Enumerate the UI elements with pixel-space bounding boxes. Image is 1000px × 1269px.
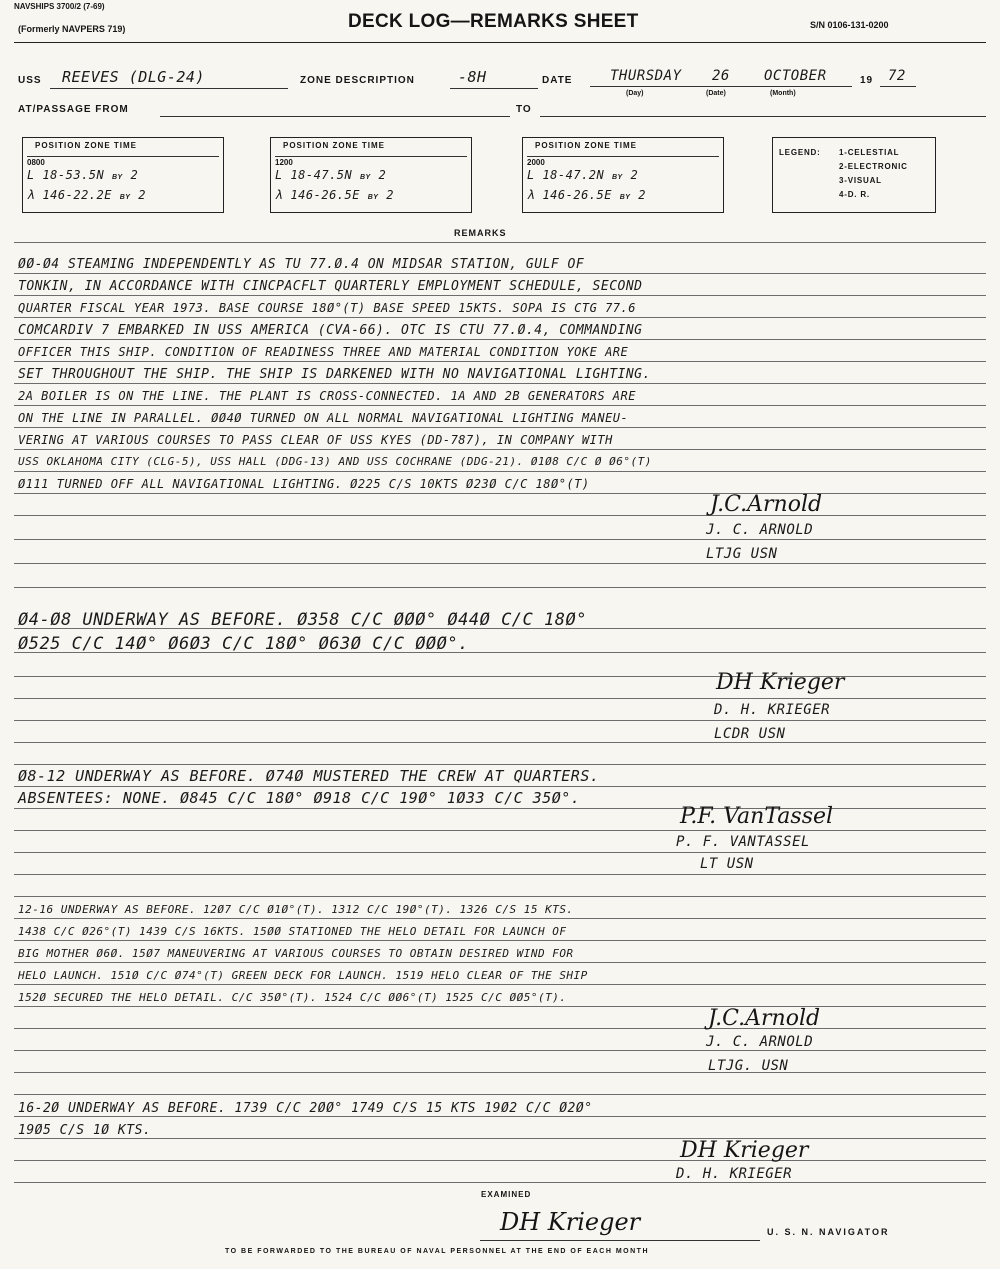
position-header: POSITION ZONE TIME xyxy=(35,141,138,150)
month-caption: (Month) xyxy=(770,90,796,97)
signature-rank: LTJG USN xyxy=(706,546,778,562)
forward-note: TO BE FORWARDED TO THE BUREAU OF NAVAL PERSONNEL AT THE END OF EACH MONTH xyxy=(225,1248,649,1255)
longitude-row: λ 146-26.5E BY 2 xyxy=(527,188,646,202)
legend-item: 3-VISUAL xyxy=(839,176,882,185)
entry-line: 2A BOILER IS ON THE LINE. THE PLANT IS CROSS-CONNECTED. 1A AND 2B GENERATORS ARE xyxy=(18,389,636,403)
entry-line: SET THROUGHOUT THE SHIP. THE SHIP IS DARKENED WITH NO NAVIGATIONAL LIGHTING. xyxy=(18,367,651,382)
entry-line: 16-2Ø UNDERWAY AS BEFORE. 1739 C/C 2ØØ° 1749 C/S 15 KTS 19Ø2 C/C Ø2Ø° xyxy=(18,1101,593,1116)
year-line xyxy=(880,86,916,87)
signature-rank: LT USN xyxy=(700,856,754,872)
form-number: NAVSHIPS 3700/2 (7-69) xyxy=(14,2,105,11)
latitude-row: L 18-47.5N BY 2 xyxy=(275,168,387,182)
signature-rank: LCDR USN xyxy=(714,726,786,742)
entry-line: ØØ-Ø4 STEAMING INDEPENDENTLY AS TU 77.Ø.4 ON MIDSAR STATION, GULF OF xyxy=(18,257,585,272)
entry-line: Ø111 TURNED OFF ALL NAVIGATIONAL LIGHTING. Ø225 C/S 10KTS Ø23Ø C/C 18Ø°(T) xyxy=(18,477,590,491)
handwritten-signature: DH Krieger xyxy=(680,1138,809,1163)
day-caption: (Day) xyxy=(626,90,644,97)
handwritten-signature: J.C.Arnold xyxy=(708,1006,821,1031)
entry-line: TONKIN, IN ACCORDANCE WITH CINCPACFLT QUARTERLY EMPLOYMENT SCHEDULE, SECOND xyxy=(18,279,643,294)
signature-name: D. H. KRIEGER xyxy=(676,1166,793,1182)
position-box-2000 xyxy=(522,137,724,213)
remarks-header: REMARKS xyxy=(454,228,507,238)
signature-name: P. F. VANTASSEL xyxy=(676,834,810,850)
month-value: OCTOBER xyxy=(764,68,827,84)
uss-value: REEVES (DLG-24) xyxy=(62,68,205,86)
date-caption: (Date) xyxy=(706,90,726,97)
position-time: 1200 xyxy=(275,158,293,167)
latitude-row: L 18-53.5N BY 2 xyxy=(27,168,139,182)
entry-line: 152Ø SECURED THE HELO DETAIL. C/C 35Ø°(T). 1524 C/C ØØ6°(T) 1525 C/C ØØ5°(T). xyxy=(18,991,567,1004)
navigator-line xyxy=(480,1240,760,1241)
legend-item: 2-ELECTRONIC xyxy=(839,162,908,171)
position-header: POSITION ZONE TIME xyxy=(283,141,386,150)
legend-item: 1-CELESTIAL xyxy=(839,148,900,157)
examined-label: EXAMINED xyxy=(481,1190,532,1199)
uss-label: USS xyxy=(18,75,42,86)
entry-line: 12-16 UNDERWAY AS BEFORE. 12Ø7 C/C Ø1Ø°(T). 1312 C/C 19Ø°(T). 1326 C/S 15 KTS. xyxy=(18,903,574,916)
entry-line: Ø8-12 UNDERWAY AS BEFORE. Ø74Ø MUSTERED THE CREW AT QUARTERS. xyxy=(18,767,600,785)
zone-label: ZONE DESCRIPTION xyxy=(300,75,415,86)
entry-line: Ø525 C/C 14Ø° Ø6Ø3 C/C 18Ø° Ø63Ø C/C ØØØ°. xyxy=(18,634,469,654)
handwritten-signature: P.F. VanTassel xyxy=(680,804,834,829)
uss-line xyxy=(50,88,288,89)
position-box-1200 xyxy=(270,137,472,213)
position-time: 2000 xyxy=(527,158,545,167)
navigator-label: U. S. N. NAVIGATOR xyxy=(767,1227,890,1237)
date-line xyxy=(590,86,852,87)
entry-line: QUARTER FISCAL YEAR 1973. BASE COURSE 18Ø°(T) BASE SPEED 15KTS. SOPA IS CTG 77.6 xyxy=(18,301,636,315)
zone-line xyxy=(450,88,538,89)
entry-line: USS OKLAHOMA CITY (CLG-5), USS HALL (DDG-13) AND USS COCHRANE (DDG-21). Ø1Ø8 C/C Ø Ø6°(T) xyxy=(18,455,652,468)
to-label: TO xyxy=(516,104,532,115)
legend-title: LEGEND: xyxy=(779,148,821,157)
year-value: 72 xyxy=(888,68,906,84)
entry-line: ABSENTEES: NONE. Ø845 C/C 18Ø° Ø918 C/C 19Ø° 1Ø33 C/C 35Ø°. xyxy=(18,789,581,807)
signature-rank: LTJG. USN xyxy=(708,1058,789,1074)
position-box-0800 xyxy=(22,137,224,213)
position-time: 0800 xyxy=(27,158,45,167)
passage-line xyxy=(160,116,510,117)
latitude-row: L 18-47.2N BY 2 xyxy=(527,168,639,182)
passage-label: AT/PASSAGE FROM xyxy=(18,104,129,115)
entry-line: 19Ø5 C/S 1Ø KTS. xyxy=(18,1123,152,1138)
entry-line: COMCARDIV 7 EMBARKED IN USS AMERICA (CVA-66). OTC IS CTU 77.Ø.4, COMMANDING xyxy=(18,323,643,338)
entry-line: VERING AT VARIOUS COURSES TO PASS CLEAR OF USS KYES (DD-787), IN COMPANY WITH xyxy=(18,433,613,447)
legend-box xyxy=(772,137,936,213)
entry-line: ON THE LINE IN PARALLEL. ØØ4Ø TURNED ON ALL NORMAL NAVIGATIONAL LIGHTING MANEU- xyxy=(18,411,629,425)
longitude-row: λ 146-26.5E BY 2 xyxy=(275,188,394,202)
entry-line: 1438 C/C Ø26°(T) 1439 C/S 16KTS. 15ØØ STATIONED THE HELO DETAIL FOR LAUNCH OF xyxy=(18,925,567,938)
serial-number: S/N 0106-131-0200 xyxy=(810,20,889,30)
zone-value: -8H xyxy=(458,68,487,86)
position-header: POSITION ZONE TIME xyxy=(535,141,638,150)
longitude-row: λ 146-22.2E BY 2 xyxy=(27,188,146,202)
signature-name: D. H. KRIEGER xyxy=(714,702,831,718)
entry-line: OFFICER THIS SHIP. CONDITION OF READINESS THREE AND MATERIAL CONDITION YOKE ARE xyxy=(18,345,629,359)
to-line xyxy=(540,116,986,117)
signature-name: J. C. ARNOLD xyxy=(706,522,814,538)
entry-line: Ø4-Ø8 UNDERWAY AS BEFORE. Ø358 C/C ØØØ° Ø44Ø C/C 18Ø° xyxy=(18,610,587,630)
page-title: DECK LOG—REMARKS SHEET xyxy=(348,11,639,32)
header-rule xyxy=(14,42,986,43)
formerly-label: (Formerly NAVPERS 719) xyxy=(18,24,126,34)
handwritten-signature: DH Krieger xyxy=(716,670,845,695)
entry-line: BIG MOTHER Ø6Ø. 15Ø7 MANEUVERING AT VARIOUS COURSES TO OBTAIN DESIRED WIND FOR xyxy=(18,947,574,960)
year-prefix: 19 xyxy=(860,75,874,86)
date-label: DATE xyxy=(542,75,573,86)
signature-name: J. C. ARNOLD xyxy=(706,1034,814,1050)
handwritten-signature: J.C.Arnold xyxy=(710,492,823,517)
navigator-signature: DH Krieger xyxy=(500,1208,641,1236)
day-value: THURSDAY xyxy=(610,68,682,84)
date-value: 26 xyxy=(712,68,730,84)
legend-item: 4-D. R. xyxy=(839,190,870,199)
entry-line: HELO LAUNCH. 151Ø C/C Ø74°(T) GREEN DECK FOR LAUNCH. 1519 HELO CLEAR OF THE SHIP xyxy=(18,969,588,982)
